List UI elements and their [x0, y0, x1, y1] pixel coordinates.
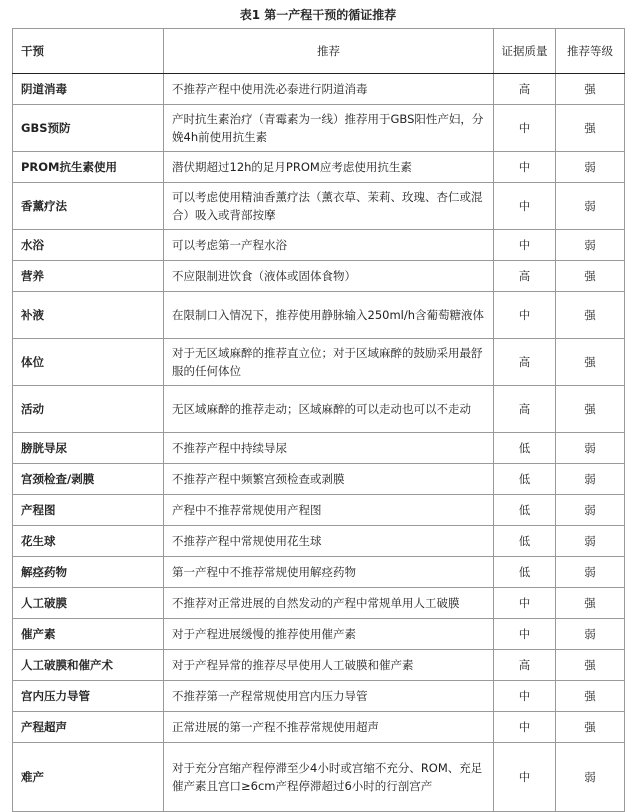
- column-header-recommendation-grade: 推荐等级: [556, 29, 625, 74]
- evidence-quality-cell: 中: [494, 105, 556, 152]
- header-row: [13, 29, 625, 74]
- recommendation-grade-cell: 弱: [556, 433, 625, 464]
- recommendation-cell: 不应限制进饮食（液体或固体食物）: [164, 261, 494, 292]
- recommendation-cell: 不推荐产程中频繁宫颈检查或剥膜: [164, 464, 494, 495]
- intervention-cell: 人工破膜: [13, 588, 164, 619]
- evidence-quality-cell: 中: [494, 152, 556, 183]
- evidence-quality-cell: 低: [494, 526, 556, 557]
- table-row: [13, 261, 625, 292]
- intervention-cell: GBS预防: [13, 105, 164, 152]
- evidence-quality-cell: 低: [494, 495, 556, 526]
- table-row: [13, 105, 625, 152]
- table-body: [13, 74, 625, 812]
- table-row: [13, 526, 625, 557]
- recommendation-cell: 产程中不推荐常规使用产程图: [164, 495, 494, 526]
- recommendation-cell: 可以考虑第一产程水浴: [164, 230, 494, 261]
- evidence-quality-cell: 低: [494, 464, 556, 495]
- table-row: [13, 464, 625, 495]
- recommendation-grade-cell: 弱: [556, 619, 625, 650]
- recommendation-grade-cell: 强: [556, 386, 625, 433]
- table-row: [13, 712, 625, 743]
- recommendation-cell: 第一产程中不推荐常规使用解痉药物: [164, 557, 494, 588]
- recommendation-grade-cell: 强: [556, 339, 625, 386]
- column-header-recommendation: 推荐: [164, 29, 494, 74]
- recommendation-cell: 对于产程进展缓慢的推荐使用催产素: [164, 619, 494, 650]
- table-row: [13, 681, 625, 712]
- evidence-quality-cell: 中: [494, 743, 556, 812]
- recommendation-grade-cell: 弱: [556, 526, 625, 557]
- recommendation-grade-cell: 弱: [556, 464, 625, 495]
- intervention-cell: 水浴: [13, 230, 164, 261]
- recommendation-cell: 对于产程异常的推荐尽早使用人工破膜和催产素: [164, 650, 494, 681]
- intervention-cell: 解痉药物: [13, 557, 164, 588]
- table-row: [13, 386, 625, 433]
- recommendation-grade-cell: 强: [556, 105, 625, 152]
- table-row: [13, 183, 625, 230]
- evidence-quality-cell: 中: [494, 588, 556, 619]
- recommendation-cell: 可以考虑使用精油香薰疗法（薰衣草、茉莉、玫瑰、杏仁或混合）吸入或背部按摩: [164, 183, 494, 230]
- table-row: [13, 650, 625, 681]
- recommendation-cell: 不推荐产程中常规使用花生球: [164, 526, 494, 557]
- intervention-cell: 营养: [13, 261, 164, 292]
- recommendation-cell: 不推荐第一产程常规使用宫内压力导管: [164, 681, 494, 712]
- intervention-cell: 膀胱导尿: [13, 433, 164, 464]
- intervention-cell: PROM抗生素使用: [13, 152, 164, 183]
- recommendation-cell: 无区域麻醉的推荐走动；区域麻醉的可以走动也可以不走动: [164, 386, 494, 433]
- recommendation-grade-cell: 强: [556, 74, 625, 105]
- evidence-quality-cell: 高: [494, 74, 556, 105]
- table-row: [13, 230, 625, 261]
- recommendation-cell: 潜伏期超过12h的足月PROM应考虑使用抗生素: [164, 152, 494, 183]
- recommendation-cell: 不推荐产程中使用洗必泰进行阴道消毒: [164, 74, 494, 105]
- recommendation-cell: 不推荐产程中持续导尿: [164, 433, 494, 464]
- evidence-quality-cell: 中: [494, 183, 556, 230]
- evidence-quality-cell: 高: [494, 339, 556, 386]
- recommendation-grade-cell: 强: [556, 292, 625, 339]
- evidence-quality-cell: 中: [494, 292, 556, 339]
- table-row: [13, 74, 625, 105]
- table-row: [13, 152, 625, 183]
- table-row: [13, 339, 625, 386]
- recommendation-grade-cell: 强: [556, 712, 625, 743]
- intervention-cell: 产程超声: [13, 712, 164, 743]
- evidence-quality-cell: 高: [494, 650, 556, 681]
- recommendation-grade-cell: 弱: [556, 152, 625, 183]
- column-header-intervention: 干预: [13, 29, 164, 74]
- intervention-cell: 难产: [13, 743, 164, 812]
- table-row: [13, 557, 625, 588]
- recommendation-grade-cell: 强: [556, 588, 625, 619]
- recommendation-grade-cell: 弱: [556, 495, 625, 526]
- recommendation-cell: 在限制口入情况下，推荐使用静脉输入250ml/h含葡萄糖液体: [164, 292, 494, 339]
- evidence-quality-cell: 低: [494, 557, 556, 588]
- table-row: [13, 619, 625, 650]
- recommendation-cell: 对于无区域麻醉的推荐直立位；对于区域麻醉的鼓励采用最舒服的任何体位: [164, 339, 494, 386]
- recommendation-grade-cell: 弱: [556, 183, 625, 230]
- recommendation-grade-cell: 弱: [556, 230, 625, 261]
- recommendation-grade-cell: 强: [556, 681, 625, 712]
- intervention-cell: 宫内压力导管: [13, 681, 164, 712]
- evidence-quality-cell: 中: [494, 681, 556, 712]
- evidence-quality-cell: 高: [494, 261, 556, 292]
- intervention-cell: 宫颈检查/剥膜: [13, 464, 164, 495]
- intervention-cell: 产程图: [13, 495, 164, 526]
- column-header-evidence-quality: 证据质量: [494, 29, 556, 74]
- intervention-cell: 催产素: [13, 619, 164, 650]
- table-row: [13, 588, 625, 619]
- evidence-quality-cell: 中: [494, 712, 556, 743]
- intervention-cell: 香薰疗法: [13, 183, 164, 230]
- intervention-cell: 体位: [13, 339, 164, 386]
- table-row: [13, 495, 625, 526]
- recommendation-grade-cell: 强: [556, 261, 625, 292]
- recommendation-cell: 不推荐对正常进展的自然发动的产程中常规单用人工破膜: [164, 588, 494, 619]
- recommendation-cell: 对于充分宫缩产程停滞至少4小时或宫缩不充分、ROM、充足催产素且宫口≥6cm产程停滞超过6小时的行剖宫产: [164, 743, 494, 812]
- table-row: [13, 292, 625, 339]
- table-row: [13, 743, 625, 812]
- recommendation-cell: 正常进展的第一产程不推荐常规使用超声: [164, 712, 494, 743]
- evidence-quality-cell: 中: [494, 230, 556, 261]
- recommendation-cell: 产时抗生素治疗（青霉素为一线）推荐用于GBS阳性产妇，分娩4h前使用抗生素: [164, 105, 494, 152]
- intervention-cell: 补液: [13, 292, 164, 339]
- table-row: [13, 433, 625, 464]
- recommendation-grade-cell: 弱: [556, 557, 625, 588]
- intervention-cell: 阴道消毒: [13, 74, 164, 105]
- evidence-quality-cell: 低: [494, 433, 556, 464]
- intervention-cell: 人工破膜和催产术: [13, 650, 164, 681]
- intervention-cell: 花生球: [13, 526, 164, 557]
- recommendation-grade-cell: 弱: [556, 743, 625, 812]
- evidence-quality-cell: 高: [494, 386, 556, 433]
- evidence-quality-cell: 中: [494, 619, 556, 650]
- recommendation-table: [12, 28, 625, 812]
- recommendation-grade-cell: 强: [556, 650, 625, 681]
- intervention-cell: 活动: [13, 386, 164, 433]
- table-caption: 表1 第一产程干预的循证推荐: [239, 8, 397, 22]
